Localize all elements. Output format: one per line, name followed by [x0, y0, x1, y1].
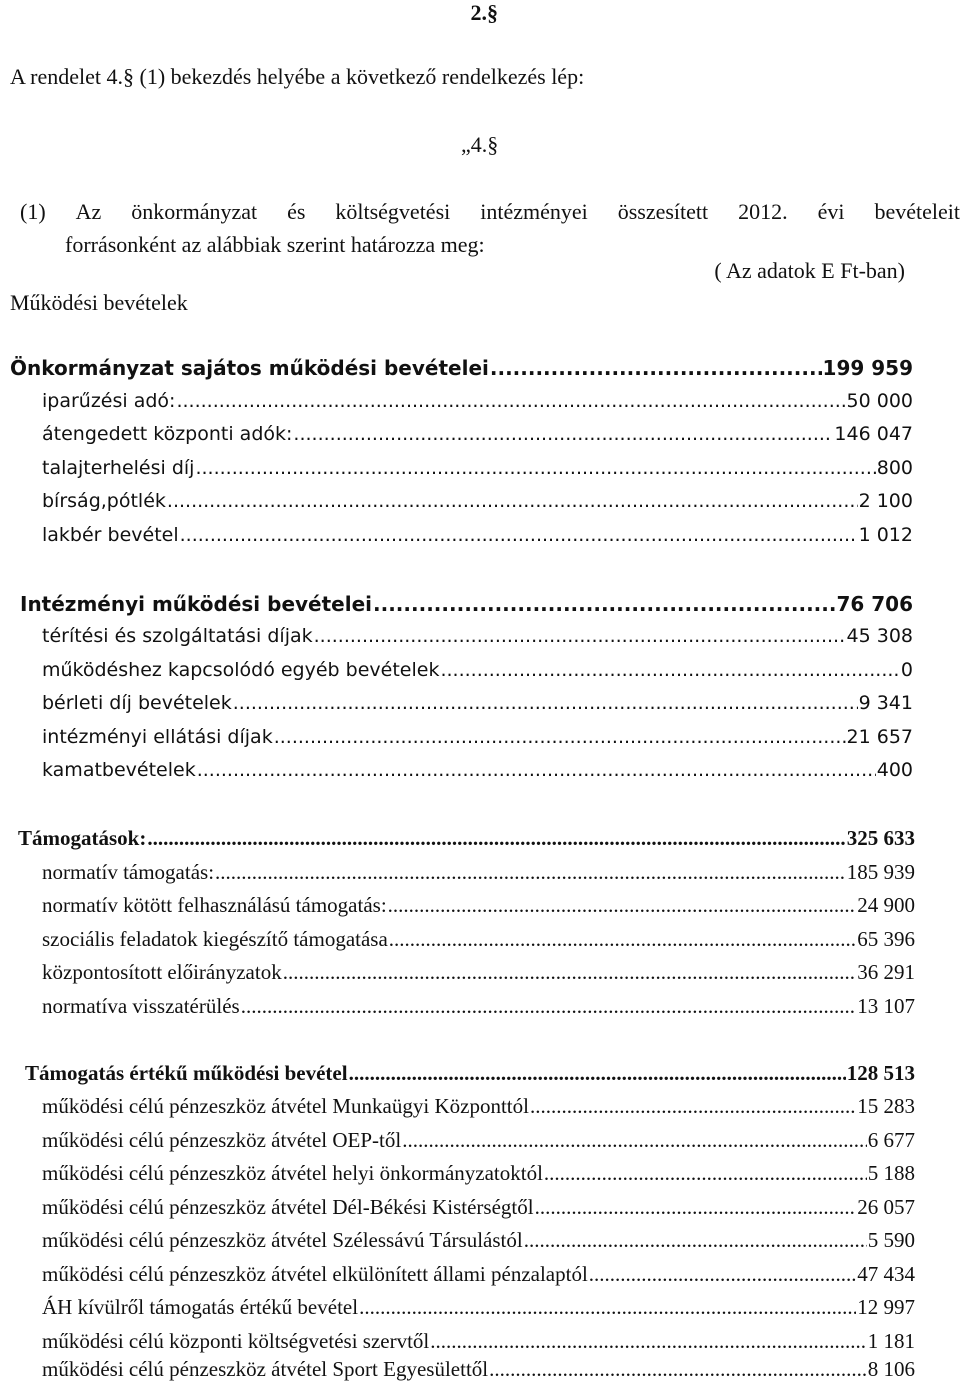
item-label: működési célú pénzeszköz átvétel helyi önkormányzatoktól — [42, 1161, 543, 1185]
list-item — [42, 1262, 915, 1292]
item-label: iparűzési adó: — [42, 390, 176, 412]
dot-leader — [490, 356, 822, 380]
item-value: 21 657 — [846, 726, 913, 748]
item-label: bírság,pótlék — [42, 490, 166, 512]
list-item — [42, 1228, 915, 1258]
dot-leader — [402, 1128, 867, 1153]
item-label: intézményi ellátási díjak — [42, 726, 273, 748]
section-title-row — [18, 826, 915, 856]
section-title-value: 76 706 — [836, 592, 913, 616]
word: összesített — [617, 199, 709, 224]
dot-leader — [359, 1295, 856, 1320]
dot-leader — [373, 592, 835, 616]
dot-leader — [535, 1195, 857, 1220]
dot-leader — [489, 1357, 867, 1382]
word: és — [287, 199, 306, 224]
item-value: 47 434 — [857, 1262, 915, 1286]
section-title-label: Intézményi működési bevételei — [20, 592, 373, 616]
item-value: 6 677 — [867, 1128, 915, 1152]
section-title-value: 199 959 — [822, 356, 913, 380]
dot-leader — [293, 423, 833, 445]
item-label: működési célú pénzeszköz átvétel elkülönített állami pénzalaptól — [42, 1262, 588, 1286]
dot-leader — [388, 893, 857, 918]
list-item — [42, 1295, 915, 1325]
section-title-label: Önkormányzat sajátos működési bevételei — [10, 356, 489, 380]
item-label: szociális feladatok kiegészítő támogatása — [42, 927, 388, 951]
dot-leader — [530, 1094, 856, 1119]
word: 2012. — [738, 199, 788, 224]
section-title-label: Támogatások: — [18, 826, 147, 850]
list-item — [42, 423, 913, 453]
dot-leader — [524, 1228, 867, 1253]
dot-leader — [589, 1262, 856, 1287]
dot-leader — [215, 860, 846, 885]
word: Az — [75, 199, 102, 224]
item-value: 8 106 — [867, 1357, 915, 1381]
item-value: 26 057 — [857, 1195, 915, 1219]
word: bevételeit — [874, 199, 960, 224]
list-item — [42, 960, 915, 990]
section-title-value: 325 633 — [846, 826, 915, 850]
item-label: működési célú pénzeszköz átvétel Szélessávú Társulástól — [42, 1228, 523, 1252]
item-label: működési célú pénzeszköz átvétel OEP-től — [42, 1128, 402, 1152]
item-value: 0 — [900, 659, 913, 681]
dot-leader — [349, 1061, 846, 1086]
intro-text: A rendelet 4.§ (1) bekezdés helyébe a következő rendelkezés lép: — [10, 64, 585, 89]
section-title-label: Támogatás értékű működési bevétel — [25, 1061, 348, 1085]
dot-leader — [176, 390, 845, 412]
list-item — [42, 524, 913, 554]
item-label: működési célú pénzeszköz átvétel Sport Egyesülettől — [42, 1357, 489, 1381]
list-item — [42, 1329, 915, 1359]
word: évi — [817, 199, 845, 224]
dot-leader — [197, 759, 876, 781]
item-value: 45 308 — [846, 625, 913, 647]
item-label: térítési és szolgáltatási díjak — [42, 625, 313, 647]
item-value: 400 — [876, 759, 913, 781]
list-item — [42, 659, 913, 689]
dot-leader — [241, 994, 857, 1019]
item-label: bérleti díj bevételek — [42, 692, 232, 714]
item-label: átengedett központi adók: — [42, 423, 293, 445]
item-value: 185 939 — [846, 860, 915, 884]
paragraph-number: „4.§ — [461, 132, 499, 157]
item-label: ÁH kívülről támogatás értékű bevétel — [42, 1295, 359, 1319]
item-value: 24 900 — [857, 893, 915, 917]
item-value: 146 047 — [834, 423, 913, 445]
word: önkormányzat — [131, 199, 258, 224]
item-value: 2 100 — [858, 490, 913, 512]
item-label: működési célú pénzeszköz átvétel Munkaügyi Központtól — [42, 1094, 529, 1118]
dot-leader — [440, 659, 899, 681]
section-number: 2.§ — [470, 0, 498, 25]
item-value: 5 188 — [867, 1161, 915, 1185]
word: költségvetési — [335, 199, 451, 224]
item-label: talajterhelési díj — [42, 457, 195, 479]
item-value: 800 — [876, 457, 913, 479]
item-value: 65 396 — [857, 927, 915, 951]
dot-leader — [147, 826, 845, 851]
list-item — [42, 1128, 915, 1158]
word: (1) — [20, 199, 46, 224]
item-value: 36 291 — [857, 960, 915, 984]
dot-leader — [430, 1329, 867, 1354]
item-value: 1 181 — [867, 1329, 915, 1353]
list-item — [42, 759, 913, 789]
item-label: normatív kötött felhasználású támogatás: — [42, 893, 387, 917]
section-title-row — [25, 1061, 915, 1091]
paragraph-line-2: forrásonként az alábbiak szerint határozza meg: — [65, 232, 485, 257]
list-item — [42, 994, 915, 1024]
dot-leader — [283, 960, 857, 985]
list-item — [42, 390, 913, 420]
item-label: központosított előirányzatok — [42, 960, 282, 984]
section-title-row — [20, 592, 913, 622]
list-item — [42, 490, 913, 520]
item-value: 13 107 — [857, 994, 915, 1018]
dot-leader — [180, 524, 858, 546]
dot-leader — [195, 457, 875, 479]
list-item — [42, 1195, 915, 1225]
units-note: ( Az adatok E Ft-ban) — [714, 258, 905, 283]
dot-leader — [389, 927, 856, 952]
item-label: működéshez kapcsolódó egyéb bevételek — [42, 659, 440, 681]
item-label: működési célú központi költségvetési szervtől — [42, 1329, 430, 1353]
word: intézményei — [480, 199, 588, 224]
item-value: 50 000 — [846, 390, 913, 412]
item-label: normatív támogatás: — [42, 860, 215, 884]
paragraph-line-1 — [20, 199, 960, 225]
dot-leader — [167, 490, 858, 512]
dot-leader — [274, 726, 846, 748]
dot-leader — [233, 692, 858, 714]
dot-leader — [544, 1161, 867, 1186]
item-label: normatíva visszatérülés — [42, 994, 240, 1018]
item-label: kamatbevételek — [42, 759, 196, 781]
list-item — [42, 457, 913, 487]
item-label: működési célú pénzeszköz átvétel Dél-Békési Kistérségtől — [42, 1195, 534, 1219]
item-value: 5 590 — [867, 1228, 915, 1252]
item-value: 9 341 — [858, 692, 913, 714]
list-item — [42, 893, 915, 923]
item-value: 12 997 — [857, 1295, 915, 1319]
list-item — [42, 1357, 915, 1387]
dot-leader — [314, 625, 846, 647]
list-item — [42, 927, 915, 957]
list-item — [42, 1094, 915, 1124]
section-title-row — [10, 356, 913, 386]
list-item — [42, 692, 913, 722]
item-value: 15 283 — [857, 1094, 915, 1118]
subtitle: Működési bevételek — [10, 290, 188, 315]
section-title-value: 128 513 — [846, 1061, 915, 1085]
item-label: lakbér bevétel — [42, 524, 179, 546]
list-item — [42, 1161, 915, 1191]
list-item — [42, 625, 913, 655]
item-value: 1 012 — [858, 524, 913, 546]
list-item — [42, 860, 915, 890]
list-item — [42, 726, 913, 756]
